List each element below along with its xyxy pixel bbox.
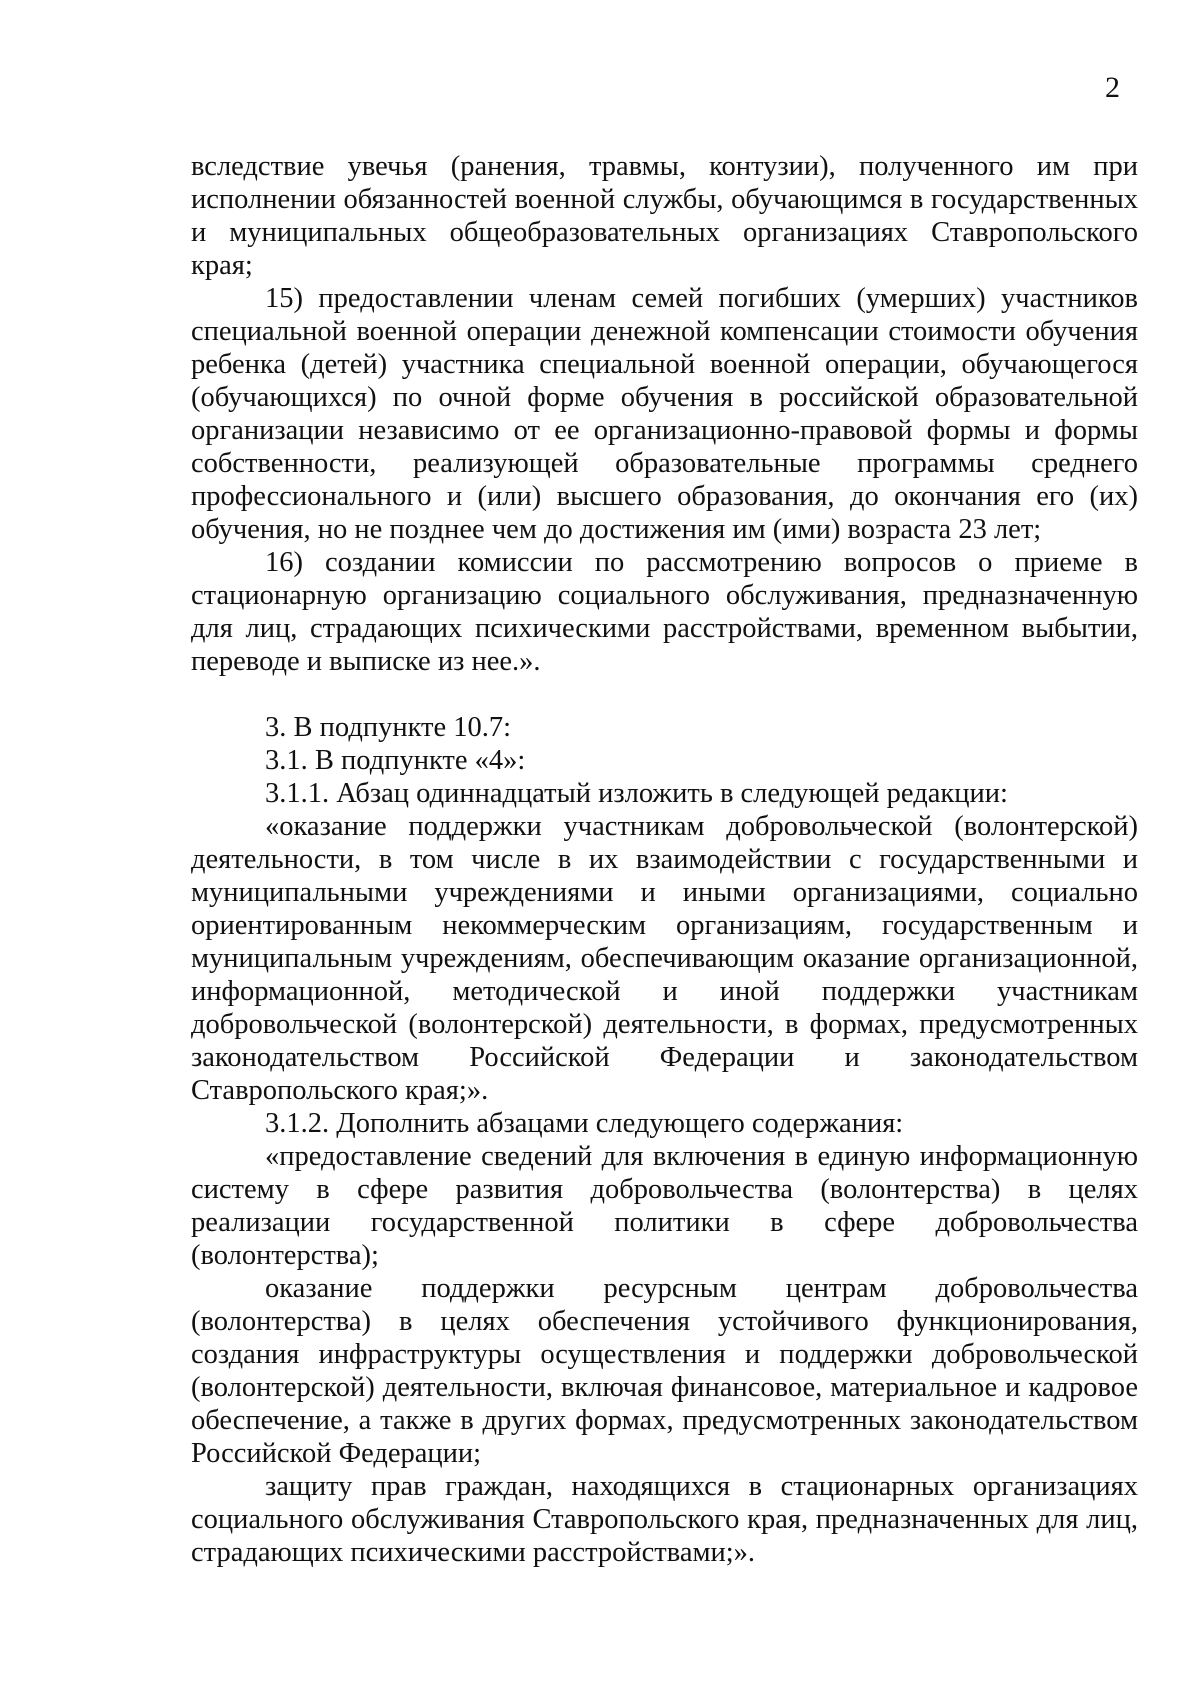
- paragraph-rights-protection: защиту прав граждан, находящихся в стационарных организациях социального обслуживания Ставропольского края, предназначенных для лиц, страдающих психическими расстройствами;».: [191, 1471, 1138, 1568]
- paragraph-continuation: вследствие увечья (ранения, травмы, контузии), полученного им при исполнении обязанностей военной службы, обучающимся в государственных и муниципальных общеобразовательных организациях Ставропольского края;: [191, 151, 1138, 281]
- paragraph-point-3-1-2: 3.1.2. Дополнить абзацами следующего содержания:: [265, 1108, 904, 1139]
- document-body: [191, 150, 1138, 1569]
- paragraph-item-16: 16) создании комиссии по рассмотрению вопросов о приеме в стационарную организацию социального обслуживания, предназначенную для лиц, страдающих психическими расстройствами, временном выбытии, переводе и выписке из нее.».: [191, 547, 1138, 677]
- paragraph-resource-centers: оказание поддержки ресурсным центрам добровольчества (волонтерства) в целях обеспечения устойчивого функционирования, создания инфраструктуры осуществления и поддержки добровольческой (волонтерской) деятельности, включая финансовое, материальное и кадровое обеспечение, а также в других формах, предусмотренных законодательством Российской Федерации;: [191, 1273, 1138, 1469]
- page-number: 2: [1105, 71, 1120, 104]
- paragraph-item-15: 15) предоставлении членам семей погибших (умерших) участников специальной военной операции денежной компенсации стоимости обучения ребенка (детей) участника специальной военной операции, обучающегося (обучающихся) по очной форме обучения в российской образовательной организации независимо от ее организационно-правовой формы и формы собственности, реализующей образовательные программы среднего профессионального и (или) высшего образования, до окончания его (их) обучения, но не позднее чем до достижения им (ими) возраста 23 лет;: [191, 283, 1138, 545]
- paragraph-point-3-1: 3.1. В подпункте «4»:: [265, 745, 526, 776]
- paragraph-quoted-information-system: «предоставление сведений для включения в единую информационную систему в сфере развития добровольчества (волонтерства) в целях реализации государственной политики в сфере добровольчества (волонтерства);: [191, 1141, 1138, 1271]
- paragraph-point-3: 3. В подпункте 10.7:: [265, 712, 512, 743]
- paragraph-quoted-eleventh: «оказание поддержки участникам добровольческой (волонтерской) деятельности, в том числе в их взаимодействии с государственными и муниципальными учреждениями и иными организациями, социально ориентированным некоммерческим организациям, государственным и муниципальным учреждениям, обеспечивающим оказание организационной, информационной, методической и иной поддержки участникам добровольческой (волонтерской) деятельности, в формах, предусмотренных законодательством Российской Федерации и законодательством Ставропольского края;».: [191, 811, 1138, 1106]
- paragraph-point-3-1-1: 3.1.1. Абзац одиннадцатый изложить в следующей редакции:: [265, 778, 1008, 809]
